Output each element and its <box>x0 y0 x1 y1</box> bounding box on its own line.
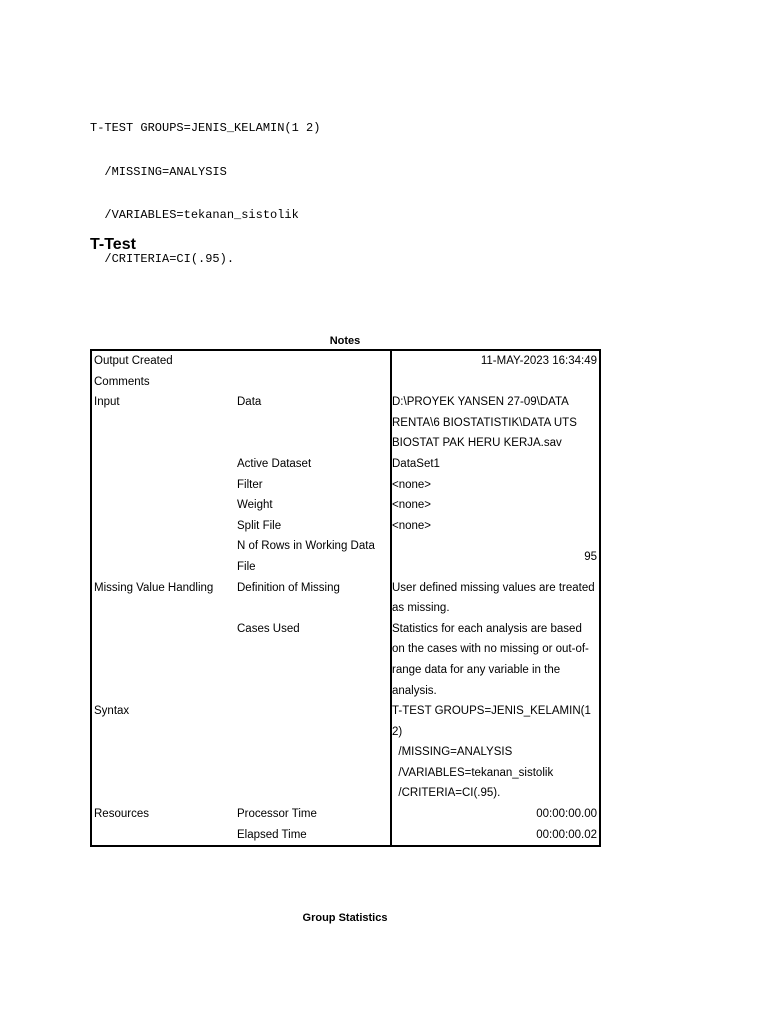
row-value-text: D:\PROYEK YANSEN 27-09\DATA <box>392 396 569 409</box>
row-sublabel <box>237 701 388 804</box>
row-value-text: 2) <box>392 725 403 738</box>
row-label-text: Syntax <box>94 705 130 718</box>
row-label <box>92 372 237 393</box>
notes-table-title: Notes <box>329 335 361 347</box>
row-sublabel <box>237 454 388 475</box>
row-value-text: /MISSING=ANALYSIS <box>392 746 513 759</box>
row-label <box>92 516 237 537</box>
row-sublabel-text: Elapsed Time <box>237 828 307 841</box>
row-sublabel-text: Split File <box>237 519 282 532</box>
row-value <box>388 372 599 393</box>
row-label <box>92 619 237 701</box>
row-sublabel-text: Definition of Missing <box>237 581 340 594</box>
row-label <box>92 825 237 846</box>
row-value-text: <none> <box>392 499 432 512</box>
row-sublabel-text: Processor Time <box>237 808 317 821</box>
row-label-text <box>94 619 237 640</box>
row-sublabel <box>237 804 388 825</box>
syntax-line: /VARIABLES=tekanan_sistolik <box>90 208 299 222</box>
group-statistics-title: Group Statistics <box>302 912 388 924</box>
row-sublabel-text: N of Rows in Working Data <box>237 540 375 553</box>
row-sublabel-text: Filter <box>237 478 263 491</box>
table-row <box>92 475 599 496</box>
row-label <box>92 578 237 619</box>
row-label-text: Comments <box>94 375 150 388</box>
row-value <box>388 495 599 516</box>
row-value-text: range data for any variable in the <box>392 663 561 676</box>
row-value <box>388 804 599 825</box>
row-value-text: 00:00:00.00 <box>536 808 597 821</box>
row-label-text <box>94 825 237 846</box>
table-row <box>92 351 599 372</box>
row-label <box>92 701 237 804</box>
row-label <box>92 536 237 577</box>
syntax-line: /MISSING=ANALYSIS <box>90 164 227 179</box>
row-value <box>388 351 599 372</box>
row-sublabel-text: Data <box>237 396 262 409</box>
table-row <box>92 701 599 804</box>
row-value-text: Statistics for each analysis are based <box>392 622 582 635</box>
row-value <box>388 516 599 537</box>
row-label <box>92 804 237 825</box>
row-value-text: User defined missing values are treated <box>392 581 595 594</box>
row-sublabel <box>237 578 388 619</box>
row-label-text <box>94 475 237 496</box>
row-value-text <box>392 372 597 393</box>
table-row <box>92 372 599 393</box>
row-value-text: DataSet1 <box>392 457 440 470</box>
row-label <box>92 351 237 372</box>
table-row <box>92 454 599 475</box>
table-row <box>92 536 599 577</box>
row-value-text: /VARIABLES=tekanan_sistolik <box>392 766 554 779</box>
row-label <box>92 454 237 475</box>
row-value-text: <none> <box>392 519 432 532</box>
table-row <box>92 516 599 537</box>
syntax-line: /CRITERIA=CI(.95). <box>90 251 235 266</box>
syntax-line: T-TEST GROUPS=JENIS_KELAMIN(1 2) <box>90 121 321 135</box>
row-value-text: 95 <box>584 550 597 563</box>
table-row <box>92 392 599 454</box>
row-value-text: as missing. <box>392 602 450 615</box>
row-sublabel <box>237 536 388 577</box>
row-sublabel-text <box>237 372 388 393</box>
table-row <box>92 825 599 846</box>
row-value-text: analysis. <box>392 684 437 697</box>
table-row <box>92 619 599 701</box>
table-row <box>92 495 599 516</box>
row-label-text <box>94 454 237 475</box>
row-sublabel <box>237 495 388 516</box>
row-label <box>92 392 237 454</box>
row-value <box>388 701 599 804</box>
row-sublabel-text: File <box>237 560 256 573</box>
row-sublabel <box>237 392 388 454</box>
row-value-text: T-TEST GROUPS=JENIS_KELAMIN(1 <box>392 705 591 718</box>
row-value-text: BIOSTAT PAK HERU KERJA.sav <box>392 437 562 450</box>
row-value <box>388 578 599 619</box>
row-sublabel-text <box>237 351 388 372</box>
row-label <box>92 475 237 496</box>
row-value-text: 00:00:00.02 <box>536 828 597 841</box>
row-sublabel-text: Weight <box>237 499 273 512</box>
row-value <box>388 392 599 454</box>
notes-table <box>90 349 601 847</box>
row-label-text: Output Created <box>94 355 173 367</box>
row-value-text: /CRITERIA=CI(.95). <box>392 787 501 800</box>
row-value <box>388 454 599 475</box>
row-sublabel-text <box>237 701 388 722</box>
section-heading: T-Test <box>90 236 136 253</box>
row-value <box>388 475 599 496</box>
row-sublabel <box>237 372 388 393</box>
row-sublabel-text: Cases Used <box>237 622 300 635</box>
row-value-text: on the cases with no missing or out-of- <box>392 643 589 656</box>
row-sublabel <box>237 475 388 496</box>
table-row <box>92 804 599 825</box>
table-row <box>92 578 599 619</box>
row-label-text <box>94 516 237 537</box>
row-sublabel-text: Active Dataset <box>237 457 312 470</box>
row-sublabel <box>237 619 388 701</box>
row-value-text: 11-MAY-2023 16:34:49 <box>480 355 597 367</box>
row-value <box>388 825 599 846</box>
row-label-text: Missing Value Handling <box>94 581 214 594</box>
row-label <box>92 495 237 516</box>
row-value-text: <none> <box>392 478 432 491</box>
row-label-text <box>94 495 237 516</box>
row-label-text: Resources <box>94 808 149 821</box>
row-sublabel <box>237 351 388 372</box>
row-value-text: RENTA\6 BIOSTATISTIK\DATA UTS <box>392 416 577 429</box>
row-sublabel <box>237 516 388 537</box>
row-label-text: Input <box>94 396 120 409</box>
row-label-text <box>94 536 237 557</box>
row-sublabel <box>237 825 388 846</box>
row-value <box>388 536 599 577</box>
row-value <box>388 619 599 701</box>
